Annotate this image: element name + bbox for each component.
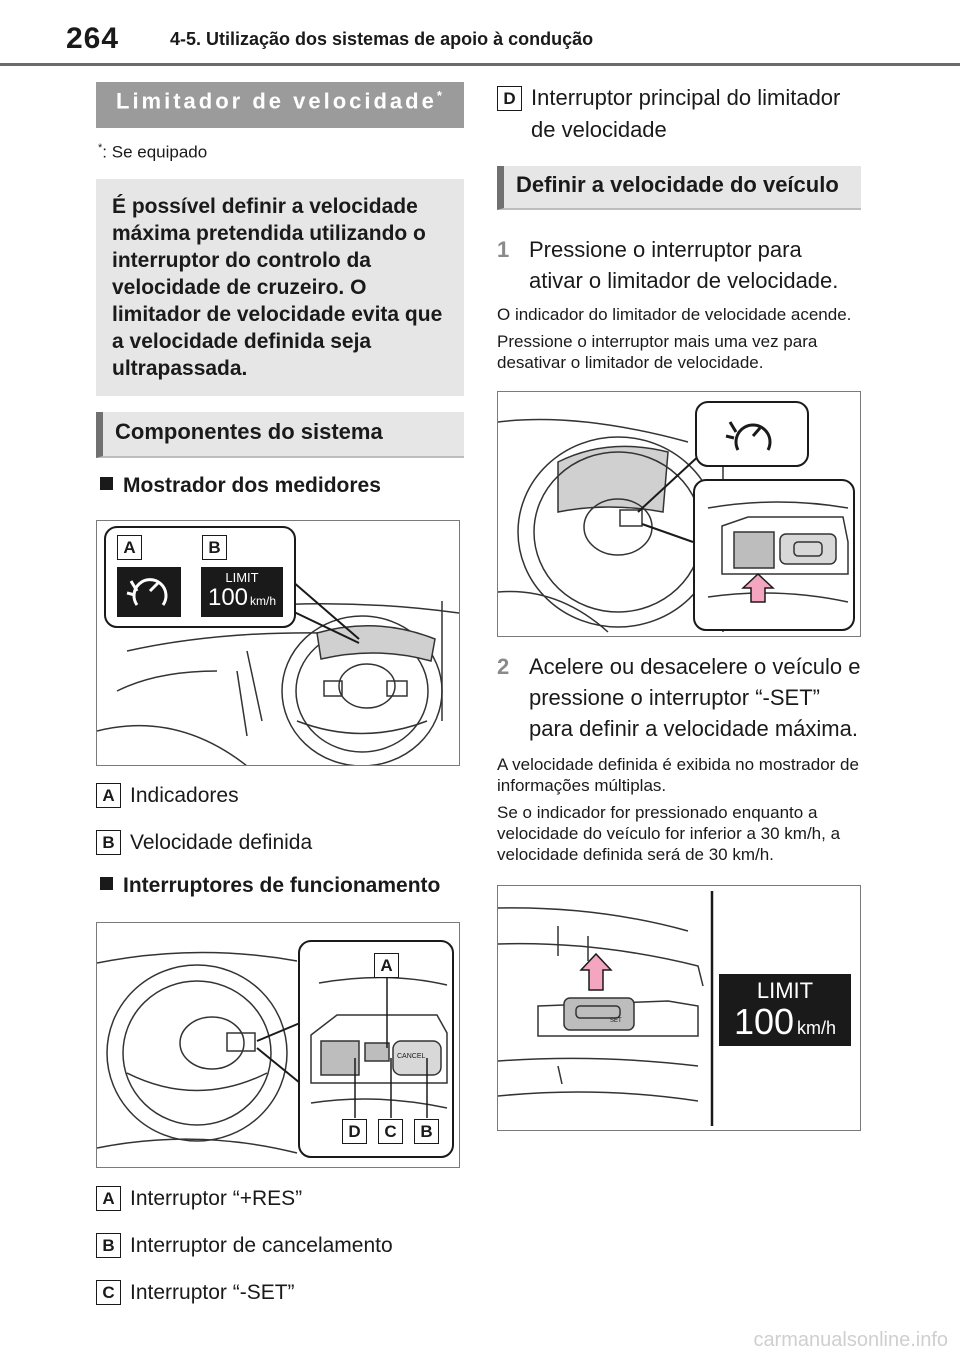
set-speed-figure xyxy=(497,885,861,1131)
limiter-switch-illustration xyxy=(498,392,861,637)
step-text: Acelere ou desacelere o veículo e pressione o interruptor “-SET” para definir a velocidade máxima. xyxy=(529,654,861,741)
left-column xyxy=(96,82,464,1310)
legend-item xyxy=(96,1229,464,1263)
limit-speed: 100 xyxy=(733,1001,795,1042)
page-header xyxy=(0,0,960,66)
legend-letter: C xyxy=(96,1280,121,1305)
right-column xyxy=(497,82,861,1131)
limit-unit: km/h xyxy=(797,1018,837,1038)
legend-text: Velocidade definida xyxy=(130,830,313,854)
legend-text: Interruptor “-SET” xyxy=(130,1280,295,1304)
note: A velocidade definida é exibida no mostrador de informações múltiplas. xyxy=(497,755,859,795)
legend-letter: A xyxy=(96,1186,121,1211)
header-rule xyxy=(0,63,960,66)
section-title: Limitador de velocidade xyxy=(116,88,437,114)
legend-letter: D xyxy=(497,86,522,111)
footnote-text: : Se equipado xyxy=(102,142,208,162)
title-asterisk: * xyxy=(436,88,442,103)
step-number: 2 xyxy=(497,654,510,679)
main-switch-figure xyxy=(497,391,861,637)
footnote-mark: * xyxy=(98,142,103,154)
legend-letter: B xyxy=(96,830,121,855)
callout-b: B xyxy=(202,535,227,560)
square-bullet-icon xyxy=(100,477,113,490)
note: O indicador do limitador de velocidade acende. xyxy=(497,305,852,324)
footnote xyxy=(98,142,464,163)
subheading-text: Mostrador dos medidores xyxy=(123,473,381,497)
note: Pressione o interruptor mais uma vez para desativar o limitador de velocidade. xyxy=(497,332,818,372)
square-bullet-icon xyxy=(100,877,113,890)
switches-figure xyxy=(96,922,460,1168)
subheading-text: Interruptores de funcionamento xyxy=(123,873,441,897)
callout-a: A xyxy=(117,535,142,560)
set-speed-heading: Definir a velocidade do veículo xyxy=(497,166,861,210)
limit-speed: 100 xyxy=(207,583,249,611)
section-title-banner xyxy=(96,82,464,128)
page-number: 264 xyxy=(66,22,120,55)
step-text: Pressione o interruptor para ativar o limitador de velocidade. xyxy=(529,237,839,293)
limit-readout xyxy=(719,974,851,1046)
meter-display-figure xyxy=(96,520,460,766)
switches-subheading xyxy=(96,874,464,898)
legend-text: Interruptor “+RES” xyxy=(130,1186,303,1210)
legend-item xyxy=(96,1276,464,1310)
cancel-label: CANCEL xyxy=(397,1052,426,1060)
meter-display-subheading xyxy=(96,474,464,498)
limit-unit: km/h xyxy=(250,593,277,608)
chapter-title: 4-5. Utilização dos sistemas de apoio à condução xyxy=(170,29,594,49)
legend-list-2 xyxy=(96,1182,464,1310)
components-heading: Componentes do sistema xyxy=(96,412,464,458)
steering-wheel-illustration xyxy=(97,923,460,1168)
callout-a: A xyxy=(374,953,399,978)
legend-item xyxy=(96,779,464,813)
callout-c: C xyxy=(378,1119,403,1144)
legend-text: Interruptor de cancelamento xyxy=(130,1233,393,1257)
step-number: 1 xyxy=(497,237,510,262)
legend-text: Indicadores xyxy=(130,783,239,807)
callout-b: B xyxy=(414,1119,439,1144)
legend-list-1 xyxy=(96,779,464,860)
step-1 xyxy=(497,234,861,296)
legend-item xyxy=(96,826,464,860)
limit-readout xyxy=(201,567,283,617)
limit-label: LIMIT xyxy=(756,978,814,1003)
legend-item xyxy=(96,1182,464,1216)
note: Se o indicador for pressionado enquanto a velocidade do veículo for inferior a 30 km/h, a velocidade definida será de 30 km/h. xyxy=(497,803,841,864)
legend-text: Interruptor principal do limitador de velocidade xyxy=(531,85,841,142)
step-2 xyxy=(497,651,861,744)
watermark: carmanualsonline.info xyxy=(753,1329,948,1351)
set-label: SET xyxy=(610,1018,622,1024)
legend-letter: A xyxy=(96,783,121,808)
dashboard-illustration xyxy=(97,521,460,766)
legend-item-d xyxy=(497,82,861,146)
limit-label: LIMIT xyxy=(225,569,259,585)
intro-box: É possível definir a velocidade máxima pretendida utilizando o interruptor do controlo da velocidade de cruzeiro. O limitador de velocidade evita que a velocidade definida seja ultrapassada. xyxy=(96,179,464,396)
legend-letter: B xyxy=(96,1233,121,1258)
callout-d: D xyxy=(342,1119,367,1144)
